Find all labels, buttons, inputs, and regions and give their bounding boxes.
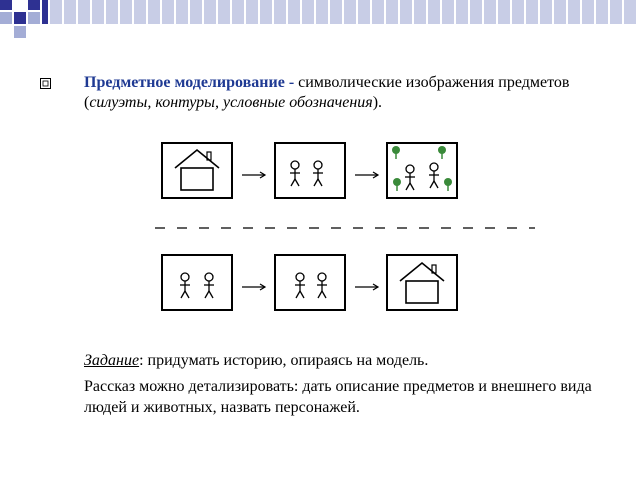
banner-square bbox=[14, 12, 26, 24]
banner-square bbox=[14, 26, 26, 38]
hollow-square-bullet-icon bbox=[40, 78, 51, 89]
task-label: Задание bbox=[84, 352, 140, 369]
banner-square bbox=[42, 0, 48, 24]
model-figure bbox=[150, 135, 540, 335]
decorative-square-banner bbox=[0, 0, 640, 40]
task-detail: Рассказ можно детализировать: дать описание предметов и внешнего вида людей и животных, назвать персонажей. bbox=[84, 378, 592, 416]
two-people-icon bbox=[295, 273, 327, 298]
house-icon bbox=[175, 150, 219, 190]
frame-people-bottom-2 bbox=[275, 255, 345, 310]
banner-square bbox=[0, 0, 12, 10]
frame-people-top bbox=[275, 143, 345, 198]
task-line bbox=[84, 350, 604, 371]
task-section bbox=[84, 350, 604, 423]
two-people-icon bbox=[180, 273, 214, 298]
definition-closing: ). bbox=[372, 94, 383, 111]
task-text: : придумать историю, опираясь на модель. bbox=[139, 352, 429, 369]
banner-square bbox=[0, 12, 12, 24]
two-people-icon bbox=[290, 161, 323, 186]
frame-people-bottom-1 bbox=[162, 255, 232, 310]
definition-text: символические изображения предметов ( bbox=[84, 74, 570, 111]
definition-term: Предметное моделирование bbox=[84, 74, 285, 91]
banner-square bbox=[28, 12, 40, 24]
definition-examples: силуэты, контуры, условные обозначения bbox=[89, 94, 373, 111]
tree-icon bbox=[392, 146, 452, 191]
definition-dash: - bbox=[284, 74, 299, 91]
two-people-icon bbox=[405, 163, 439, 190]
house-icon bbox=[400, 263, 444, 303]
banner-square bbox=[28, 0, 40, 10]
definition-paragraph bbox=[84, 73, 584, 113]
